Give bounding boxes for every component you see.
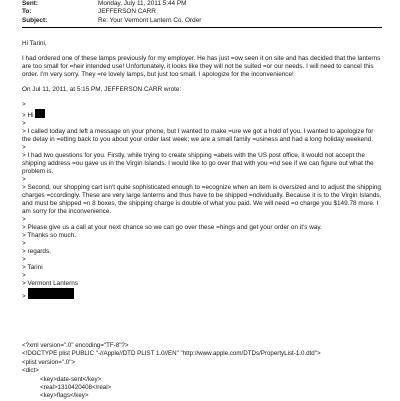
quote-marker-sig: > (22, 293, 26, 300)
quote-marker: > (22, 101, 26, 108)
to-label: To: (22, 8, 32, 15)
xml-plist-block (22, 342, 392, 401)
message-body (22, 40, 382, 301)
xml-doctype: <!DOCTYPE plist PUBLIC "-//Apple//DTD PLIST 1.0//EN" "http://www.apple.com/DTDs/PropertyList-1.0.dtd"> (22, 350, 321, 358)
to-value: JEFFERSON CARR (98, 8, 156, 15)
quote-greeting-line (22, 109, 382, 120)
subject-label: Subject: (22, 17, 48, 24)
quote-regards: > regards, (22, 248, 51, 255)
redaction-box (35, 109, 45, 118)
quote-name: > Tarini (22, 264, 43, 271)
xml-key-flags: <key>flags</key> (40, 392, 89, 400)
quote-marker: > (22, 176, 26, 183)
xml-plist-open: <plist version=".0"> (22, 358, 76, 366)
quote-paragraph-1: > I called today and left a message on your phone, but I wanted to make =ure we got a hold of you. I wanted to apologize for the delay in =etting back to you about your order last week; we are a small family =usiness and had a long holiday weekend. (22, 128, 374, 143)
quote-hi: > Hi (22, 112, 34, 119)
quote-marker: > (22, 120, 26, 127)
quote-marker: > (22, 216, 26, 223)
quote-marker: > (22, 256, 26, 263)
quote-paragraph-3: > Second, our shopping cart isn't quite sophisticated enough to =ecognize when an item is oversized and to adjust the shipping charges =ccordingly. These are very large lanterns and thus have to be shipped =ndividually. Because it is to the Virgin Islands, and must be shipped =n 8 boxes, the shipping charge is double of what you paid. We will need =o charge you $149.78 more. I am sorry for the inconvenience. (22, 184, 382, 215)
sent-label: Sent: (22, 0, 38, 7)
xml-dict-open: <dict> (22, 367, 39, 375)
quote-marker: > (22, 272, 26, 279)
redaction-box (28, 288, 74, 299)
quote-marker: > (22, 240, 26, 247)
quote-paragraph-2: > I had two questions for you. Firstly, while trying to create shipping =abels with the US post office, it would not accept the shipping address =ou gave us in the Virgin Islands. I would like to go over that with you =nd see if we can figure out what the problem is. (22, 152, 374, 175)
header-divider (22, 27, 382, 28)
xml-declaration: <?xml version=".0" encoding="TF-8"?> (22, 342, 129, 349)
quote-intro: On Jul 11, 2011, at 5:15 PM, JEFFERSON CARR wrote: (22, 86, 182, 93)
sent-value: Monday, July 11, 2011 5:44 PM (98, 0, 187, 7)
quote-signature-line (22, 288, 382, 301)
greeting: Hi Tarini, (22, 40, 47, 47)
quote-paragraph-4: > Please give us a call at your next chance so we can go over these =hings and get your order on it's way. (22, 224, 322, 231)
xml-key-date-sent: <key>date-sent</key> (40, 375, 102, 383)
quote-thanks: > Thanks so much. (22, 232, 77, 239)
quote-company: > Vermont Lanterns (22, 280, 78, 287)
reply-paragraph: I had ordered one of these lamps previously for my employer. He has just =ow seen it on site and has decided that the lanterns are too small for =heir intended use! Unfortunately, it looks like they will not be suited =or our needs. I will need to cancel this order. I'm very sorry. They =re lovely lamps, but just too small. I apologize for the inconvenience! (22, 55, 381, 78)
xml-real-value: <real>1310420408</real> (40, 384, 112, 392)
quote-marker: > (22, 144, 26, 151)
subject-value: Re: Your Vermont Lantern Co. Order (98, 17, 202, 24)
